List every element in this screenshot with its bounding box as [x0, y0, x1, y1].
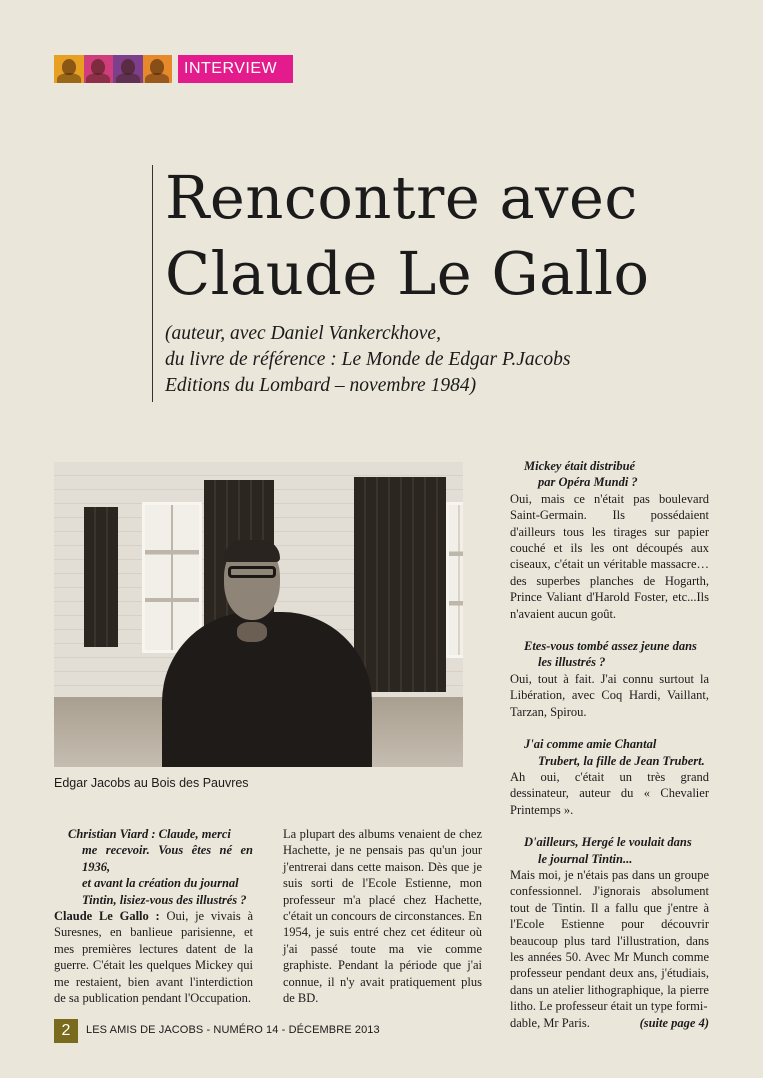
portrait-photo	[54, 462, 463, 767]
answer-1-speaker: Claude Le Gallo :	[54, 909, 160, 924]
article-title	[165, 160, 650, 312]
question-3	[510, 638, 709, 671]
question-2-line-2: par Opéra Mundi ?	[538, 475, 638, 490]
publication-footer: LES AMIS DE JACOBS - NUMÉRO 14 - DÉCEMBRE 2013	[86, 1024, 380, 1036]
article-title-line-2: Claude Le Gallo	[165, 239, 650, 308]
answer-2: Oui, mais ce n'était pas boulevard Saint-Germain. Ils possédaient d'ailleurs tous les tirages sur papier couché et ils les ont découpés aux ciseaux, c'était un véritable massacre…des superbes planches de Hogarth, Prince Valiant d'Harold Foster, etc...Ils n'avaient aucun goût.	[510, 491, 709, 621]
page-number: 2	[54, 1019, 78, 1043]
question-4-line-1: J'ai comme amie Chantal	[524, 737, 657, 752]
answer-5: Mais moi, je n'étais pas dans un groupe confessionnel. J'ignorais absolument tout de Tintin. Il a fallu que j'entre à l'Ecole Estienne pour découvrir beaucoup plus tard l'illustration, dans les années 50. Avec Mr Munch comme professeur pendant deux ans, j'étudiais, dans un atelier lithographique, la pierre litho. Le professeur était un type formi-	[510, 867, 709, 1014]
continued-note: (suite page 4)	[639, 1015, 709, 1030]
thumbnail-portrait-3	[113, 55, 143, 83]
article-subtitle-line-2: du livre de référence : Le Monde de Edgar P.Jacobs	[165, 349, 571, 370]
question-4	[510, 736, 709, 769]
title-vertical-rule	[152, 165, 153, 402]
photo-caption: Edgar Jacobs au Bois des Pauvres	[54, 776, 249, 790]
question-5-line-1: D'ailleurs, Hergé le voulait dans	[524, 835, 692, 850]
thumbnail-portrait-4	[143, 55, 173, 83]
answer-5-last-line	[510, 1015, 709, 1031]
answer-1	[54, 908, 253, 1006]
question-1-line-3: et avant la création du journal	[82, 876, 239, 891]
article-subtitle-line-3: Editions du Lombard – novembre 1984)	[165, 375, 477, 396]
answer-1-text: Oui, je vivais à Suresnes, en banlieue parisienne, et mes premières lectures datent de la guerre. C'était les quelques Mickey qui me restaient, bien avant l'interdiction de sa publication pendant l'Occupation.	[54, 909, 253, 1006]
column-3	[510, 458, 709, 1031]
question-1-line-2: me recevoir. Vous êtes né en 1936,	[82, 843, 253, 874]
thumbnail-portrait-1	[54, 55, 84, 83]
question-1-line-1: Christian Viard : Claude, merci	[68, 827, 231, 841]
answer-5-last-text: dable, Mr Paris.	[510, 1015, 590, 1030]
question-5-line-2: le journal Tintin...	[538, 851, 633, 866]
answer-3: Oui, tout à fait. J'ai connu surtout la Libération, avec Coq Hardi, Vaillant, Tarzan, Spirou.	[510, 671, 709, 719]
question-4-line-2: Trubert, la fille de Jean Trubert.	[538, 753, 705, 768]
question-3-line-1: Etes-vous tombé assez jeune dans	[524, 639, 697, 654]
column-2	[283, 826, 482, 1006]
question-1	[54, 826, 253, 908]
section-tag: INTERVIEW	[178, 55, 293, 83]
question-2-line-1: Mickey était distribué	[524, 459, 636, 473]
question-1-line-4: Tintin, lisiez-vous des illustrés ?	[82, 892, 247, 907]
thumbnail-portrait-2	[84, 55, 114, 83]
column-1	[54, 826, 253, 1006]
article-subtitle-line-1: (auteur, avec Daniel Vankerckhove,	[165, 323, 441, 344]
question-5	[510, 834, 709, 867]
header-thumbnail-strip	[54, 55, 172, 83]
article-subtitle	[165, 321, 570, 399]
article-title-line-1: Rencontre avec	[165, 163, 638, 232]
question-2	[510, 458, 709, 491]
question-3-line-2: les illustrés ?	[538, 655, 606, 670]
answer-4: Ah oui, c'était un très grand dessinateur, auteur du « Chevalier Printemps ».	[510, 769, 709, 817]
column-2-text: La plupart des albums venaient de chez Hachette, je ne pensais pas qu'un jour j'entrerai dans cette maison. Dès que je suis sorti de l'Ecole Estienne, mon professeur m'a placé chez Hachette, c'était un concours de circonstances. En 1954, je suis entré chez cet éditeur où j'ai passé toute ma vie comme graphiste. Pendant la période que j'ai connue, il n'y avait pratiquement plus de BD.	[283, 827, 482, 1006]
